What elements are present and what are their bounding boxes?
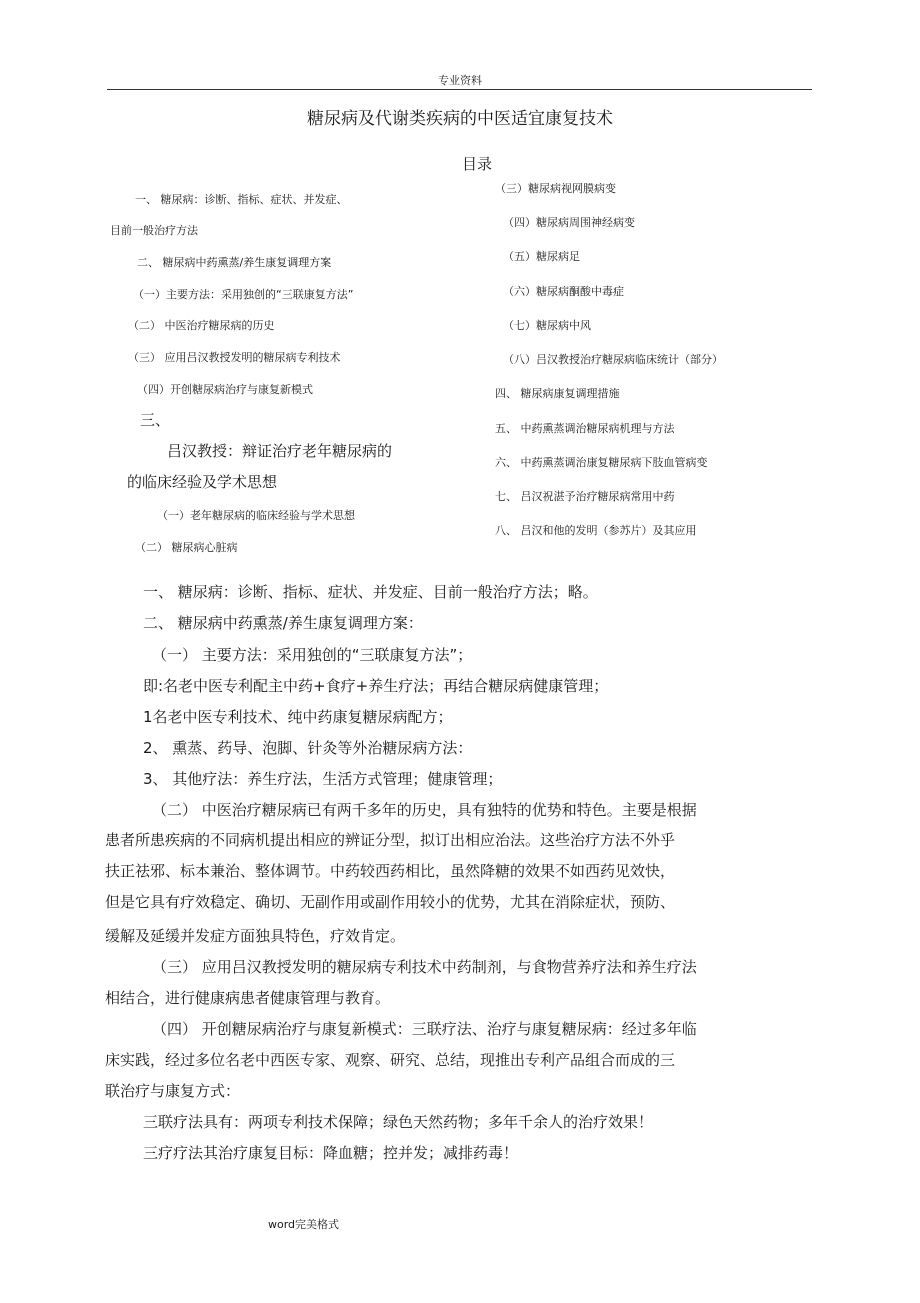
toc-left-item: 吕汉教授：辩证治疗老年糖尿病的	[167, 442, 393, 460]
toc-left-item: （三） 应用吕汉教授发明的糖尿病专利技术	[128, 351, 341, 364]
toc-right-item: 四、 糖尿病康复调理措施	[495, 387, 620, 400]
toc-right-item: （五）糖尿病足	[503, 250, 580, 263]
body-line: 3、 其他疗法：养生疗法，生活方式管理；健康管理；	[143, 770, 503, 788]
toc-right-item: 六、 中药熏蒸调治康复糖尿病下肢血管病变	[495, 456, 708, 469]
toc-right-item: （七）糖尿病中风	[503, 319, 591, 332]
document-title: 糖尿病及代谢类疾病的中医适宜康复技术	[307, 109, 613, 129]
toc-heading: 目录	[462, 155, 493, 173]
toc-left-item: 的临床经验及学术思想	[127, 473, 278, 491]
page-header: 专业资料	[438, 74, 482, 87]
toc-right-item: 五、 中药熏蒸调治糖尿病机理与方法	[495, 422, 675, 435]
body-line: 1名老中医专利技术、纯中药康复糖尿病配方；	[143, 708, 453, 726]
header-rule	[107, 89, 812, 90]
toc-right-item: （三）糖尿病视网膜病变	[495, 182, 616, 195]
body-line: 联治疗与康复方式：	[105, 1082, 241, 1100]
body-line: 2、 熏蒸、药导、泡脚、针灸等外治糖尿病方法：	[143, 739, 473, 757]
toc-right-item: （六）糖尿病酮酸中毒症	[503, 285, 624, 298]
toc-left-item: （二） 中医治疗糖尿病的历史	[128, 319, 275, 332]
body-line: 但是它具有疗效稳定、确切、无副作用或副作用较小的优势，尤其在消除症状，预防、	[105, 893, 676, 911]
body-line: 二、 糖尿病中药熏蒸/养生康复调理方案：	[143, 614, 423, 632]
toc-left-item: （一）老年糖尿病的临床经验与学术思想	[157, 509, 355, 522]
toc-left-item: 一、 糖尿病：诊断、指标、症状、并发症、	[135, 193, 348, 206]
body-line: 相结合，进行健康病患者健康管理与教育。	[105, 989, 391, 1007]
body-line: （四） 开创糖尿病治疗与康复新模式：三联疗法、治疗与康复糖尿病：经过多年临	[152, 1020, 697, 1038]
toc-right-item: 七、 吕汉祝湛予治疗糖尿病常用中药	[495, 490, 675, 503]
body-line: 床实践，经过多位名老中西医专家、观察、研究、总结，现推出专利产品组合而成的三	[105, 1051, 676, 1069]
body-line: （二） 中医治疗糖尿病已有两千多年的历史，具有独特的优势和特色。主要是根据	[152, 801, 697, 819]
toc-left-item: 二、 糖尿病中药熏蒸/养生康复调理方案	[137, 256, 332, 269]
toc-right-item: （四）糖尿病周围神经病变	[503, 216, 635, 229]
body-line: （三） 应用吕汉教授发明的糖尿病专利技术中药制剂，与食物营养疗法和养生疗法	[152, 958, 697, 976]
toc-left-item: （二） 糖尿病心脏病	[135, 541, 238, 554]
body-line: 缓解及延缓并发症方面独具特色，疗效肯定。	[105, 927, 406, 945]
toc-right-item: 八、 吕汉和他的发明（参苏片）及其应用	[495, 524, 697, 537]
body-line: 三疗疗法其治疗康复目标：降血糖；控并发；减排药毒！	[143, 1144, 519, 1162]
toc-left-item: （一）主要方法：采用独创的“三联康复方法”	[133, 288, 354, 301]
toc-left-item: 三、	[140, 411, 171, 429]
body-line: （一） 主要方法：采用独创的“三联康复方法”；	[152, 646, 473, 664]
body-line: 扶正祛邪、标本兼治、整体调节。中药较西药相比，虽然降糖的效果不如西药见效快，	[105, 862, 676, 880]
body-line: 即:名老中医专利配主中药+食疗+养生疗法；再结合糖尿病健康管理；	[143, 677, 609, 695]
body-line: 患者所患疾病的不同病机提出相应的辨证分型，拟订出相应治法。这些治疗方法不外乎	[105, 831, 676, 849]
toc-left-item: （四）开创糖尿病治疗与康复新模式	[137, 383, 313, 396]
toc-left-item: 目前一般治疗方法	[110, 224, 198, 237]
body-line: 一、 糖尿病：诊断、指标、症状、并发症、目前一般治疗方法；略。	[143, 583, 598, 601]
toc-right-item: （八）吕汉教授治疗糖尿病临床统计（部分）	[503, 353, 723, 366]
page-footer: word完美格式	[268, 1218, 340, 1231]
body-line: 三联疗法具有：两项专利技术保障；绿色天然药物；多年千余人的治疗效果！	[143, 1113, 654, 1131]
